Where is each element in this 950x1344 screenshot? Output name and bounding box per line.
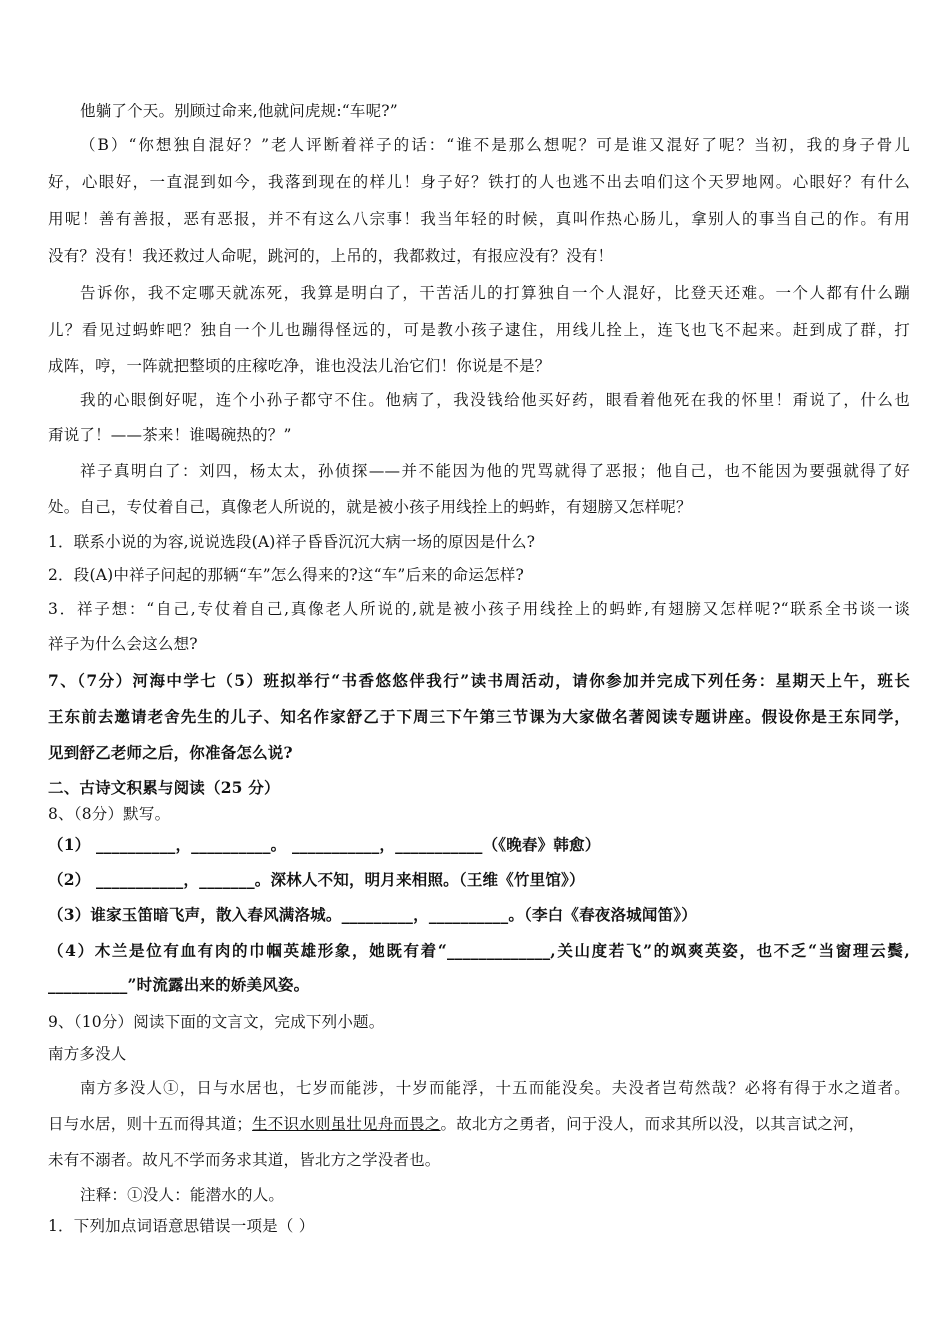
- passage-line: 没有？没有！我还救过人命呢，跳河的，上吊的，我都救过，有报应没有？没有！: [48, 247, 614, 265]
- question-7-cont: 见到舒乙老师之后，你准备怎么说?: [48, 743, 293, 762]
- passage-line: 成阵，哼，一阵就把整顷的庄稼吃净，谁也没法儿治它们！你说是不是？: [48, 357, 551, 375]
- classical-title: 南方多没人: [48, 1045, 127, 1063]
- question-7: 7、（7分）河海中学七（5）班拟举行“书香悠悠伴我行”读书周活动，请你参加并完成下列任务：星期天上午，班长: [48, 671, 910, 690]
- question-1: 1．联系小说的为容,说说选段(A)祥子昏昏沉沉大病一场的原因是什么?: [48, 533, 536, 551]
- passage-line: 他躺了个天。别顾过命来,他就问虎规:“车呢?”: [80, 102, 398, 120]
- classical-line: [48, 1113, 910, 1135]
- annotation: 注释：①没人：能潜水的人。: [80, 1186, 285, 1204]
- question-3: 3．祥子想：“自己,专仗着自己,真像老人所说的,就是被小孩子用线拴上的蚂蚱,有翅膀又怎样呢?“联系全书谈一谈: [48, 600, 910, 618]
- dictation-1: （1） __________，__________。 ___________，___________（《晚春》韩愈）: [48, 835, 601, 854]
- classical-text: 。故北方之勇者，问于没人，而求其所以没，以其言试之河，: [440, 1115, 865, 1133]
- passage-line: 儿？看见过蚂蚱吧？独自一个儿也蹦得怪远的，可是教小孩子逮住，用线儿拴上，连飞也飞不起来。赶到成了群，打: [48, 321, 910, 339]
- passage-line: 祥子真明白了：刘四，杨太太，孙侦探——并不能因为他的咒骂就得了恶报；他自己，也不能因为要强就得了好: [80, 462, 910, 480]
- passage-line: 处。自己，专仗着自己，真像老人所说的，就是被小孩子用线拴上的蚂蚱，有翅膀又怎样呢？: [48, 498, 692, 516]
- passage-line: 我的心眼倒好呢，连个小孙子都守不住。他病了，我没钱给他买好药，眼看着他死在我的怀里！甭说了，什么也: [80, 391, 910, 409]
- passage-line: 甭说了！——茶来！谁喝碗热的？”: [48, 426, 292, 444]
- question-2: 2．段(A)中祥子问起的那辆“车”怎么得来的?这“车”后来的命运怎样?: [48, 566, 524, 584]
- classical-line: 南方多没人①，日与水居也，七岁而能涉，十岁而能浮，十五而能没矣。夫没者岂苟然哉？必将有得于水之道者。: [80, 1079, 910, 1097]
- classical-line: 未有不溺者。故凡不学而务求其道，皆北方之学没者也。: [48, 1151, 441, 1169]
- dictation-2: （2） ___________，_______。深林人不知，明月来相照。（王维《竹里馆》）: [48, 870, 585, 889]
- dictation-3: （3）谁家玉笛暗飞声，散入春风满洛城。_________，__________。（李白《春夜洛城闻笛》）: [48, 905, 697, 924]
- question-8: 8、（8分）默写。: [48, 805, 171, 823]
- question-7-cont: 王东前去邀请老舍先生的儿子、知名作家舒乙于下周三下午第三节课为大家做名著阅读专题讲座。假设你是王东同学，: [48, 707, 910, 726]
- classical-text: 日与水居，则十五而得其道；: [48, 1115, 253, 1133]
- section-heading: 二、古诗文积累与阅读（25 分）: [48, 778, 280, 797]
- passage-line: 好，心眼好，一直混到如今，我落到现在的样儿！身子好？铁打的人也逃不出去咱们这个天罗地网。心眼好？有什么: [48, 173, 910, 191]
- question-9: 9、（10分）阅读下面的文言文，完成下列小题。: [48, 1013, 385, 1031]
- passage-line: （B）“你想独自混好？”老人评断着祥子的话：“谁不是那么想呢？可是谁又混好了呢？当初，我的身子骨儿: [80, 136, 910, 154]
- passage-line: 用呢！善有善报，恶有恶报，并不有这么八宗事！我当年轻的时候，真叫作热心肠儿，拿别人的事当自己的作。有用: [48, 210, 910, 228]
- question-3-cont: 祥子为什么会这么想?: [48, 635, 198, 653]
- sub-question-1: 1．下列加点词语意思错误一项是（ ）: [48, 1217, 315, 1235]
- dictation-4: （4）木兰是位有血有肉的巾帼英雄形象，她既有着“_____________,关山度若飞”的飒爽英姿，也不乏“当窗理云鬓,: [48, 941, 910, 960]
- underlined-sentence: 生不识水则虽壮见舟而畏之: [252, 1115, 441, 1133]
- passage-line: 告诉你，我不定哪天就冻死，我算是明白了，干苦活儿的打算独自一个人混好，比登天还难。一个人都有什么蹦: [80, 284, 910, 302]
- dictation-4-cont: __________”时流露出来的娇美风姿。: [48, 975, 310, 994]
